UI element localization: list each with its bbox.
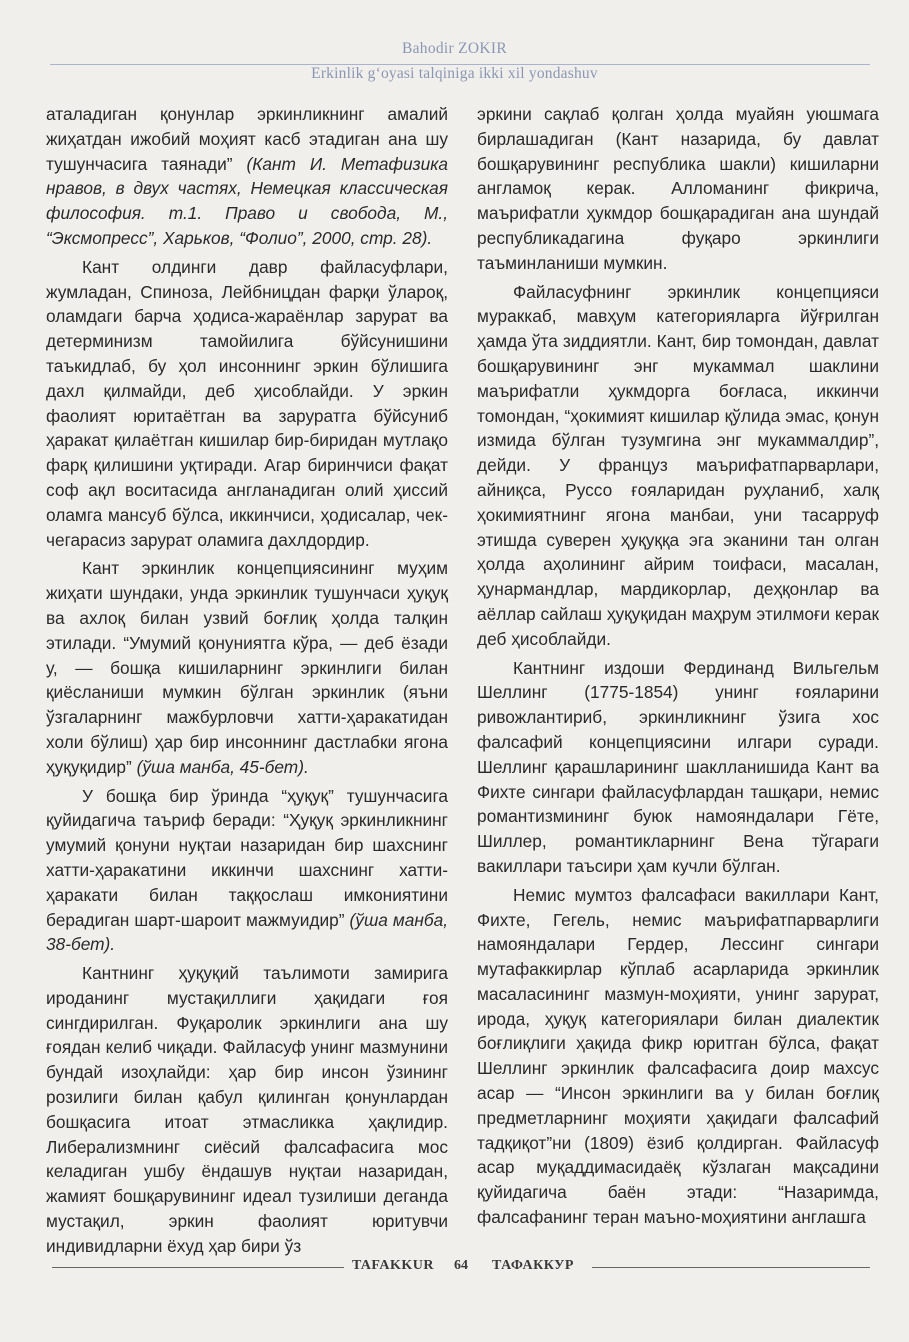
paragraph xyxy=(46,102,448,251)
paragraph: Немис мумтоз фалсафаси вакиллари Кант, Фихте, Гегель, немис маърифатпарварлиги намояндалари Гердер, Лессинг сингари мутафаккирлар кўплаб асарларида эркинлик масаласининг мазмун-моҳияти, унинг зарурат, ирода, ҳуқуқ категориялари билан диалектик боғлиқлиги ҳақида фикр юритган бўлса, фақат Шеллинг эркинлик фалсафасига доир махсус асар — “Инсон эркинлиги ва у билан боғлиқ предметларнинг моҳияти ҳақидаги фалсафий тадқиқот”ни (1809) ёзиб қолдирган. Файласуф асар муқаддимасидаёқ кўзлаган мақсадини қуйидагича баён этади: “Назаримда, фалсафанинг теран маъно-моҳиятини англашга xyxy=(477,884,879,1228)
page-footer xyxy=(0,1258,909,1278)
paragraph: Кантнинг ҳуқуқий таълимоти замирига ироданинг мустақиллиги ҳақидаги ғоя сингдирилган. Фуқаролик эркинлиги ана шу ғоядан келиб чиқади. Файласуф унинг мазмунини бундай изоҳлайди: ҳар бир инсон ўзининг розилиги билан қабул қилинган қонунлардан бошқасига итоат этмасликка ҳақлидир. Либерализмнинг сиёсий фалсафасига мос келадиган ушбу ёндашув нуқтаи назаридан, жамият бошқарувининг идеал тузилиши деганда мустақил, эркин фаолият юритувчи индивидларни ёхуд ҳар бири ўз xyxy=(46,963,448,1256)
page-number: 64 xyxy=(454,1258,468,1273)
header-divider xyxy=(50,64,870,65)
footer-journal-cyrillic: ТАФАККУР xyxy=(492,1258,574,1273)
citation: (ўша манба, 38-бет). xyxy=(46,909,448,955)
paragraph-text: Кант эркинлик концепциясининг муҳим жиҳати шундаки, унда эркинлик тушунчаси ҳуқуқ ва ахлоқ билан узвий боғлиқ ҳолда талқин этилади. “Умумий қонуниятга кўра, — деб ёзади у, — бошқа кишиларнинг эркинлиги билан қиёсланиши мумкин бўлган эркинлик (яъни ўзгаларнинг мажбурловчи хатти-ҳаракатидан холи бўлиш) ҳар бир инсоннинг дастлабки ягона ҳуқуқидир” xyxy=(46,558,448,777)
running-header xyxy=(0,40,909,83)
citation: (ўша манба, 45-бет). xyxy=(136,756,309,777)
paragraph: Кантнинг издоши Фердинанд Вильгельм Шеллинг (1775-1854) унинг ғояларини ривожлантириб, эркинликнинг ўзига хос фалсафий концепциясини илгари суради. Шеллинг қарашларининг шаклланишида Кант ва Фихте сингари файласуфлардан ташқари, немис романтизмининг буюк намояндалари Гёте, Шиллер, романтикларнинг Вена тўгараги вакиллари таъсири ҳам кучли бўлган. xyxy=(477,657,879,876)
paragraph xyxy=(46,784,448,958)
footer-journal-latin: TAFAKKUR xyxy=(352,1258,435,1273)
citation: (Кант И. Метафизика нравов, в двух частях, Немецкая классическая философия. т.1. Право и свобода, М., “Эксмопресс”, Харьков, “Фолио”, 2000, стр. 28). xyxy=(46,153,448,248)
footer-rule-right xyxy=(592,1267,870,1268)
paragraph-text: У бошқа бир ўринда “ҳуқуқ” тушунчасига қуйидагича таъриф беради: “Ҳуқуқ эркинликнинг умумий қонуни нуқтаи назаридан бир шахснинг хатти-ҳаракатини иккинчи шахснинг хатти-ҳаракати билан таққослаш имкониятини берадиган шарт-шароит мажмуидир” xyxy=(46,785,448,930)
paragraph: Кант олдинги давр файласуфлари, жумладан, Спиноза, Лейбницдан фарқи ўлароқ, оламдаги барча ҳодиса-жараёнлар зарурат ва детерминизм тамойилига бўйсунишини таъкидлаб, бу ҳол инсоннинг эркин бўлишига дахл қилмайди, деб ҳисоблайди. У эркин фаолият юритаётган ва заруратга бўйсуниб ҳаракат қилаётган кишилар бир-биридан мутлақо фарқ қилишини уқтиради. Агар биринчиси фақат соф ақл воситасида англанадиган олий ҳиссий оламга мансуб бўлса, иккинчиси, ҳодисалар, чек-чегарасиз зарурат оламига дахлдордир. xyxy=(46,256,448,550)
left-column xyxy=(46,102,448,1259)
header-article-title: Erkinlik g‘oyasi talqiniga ikki xil yondashuv xyxy=(311,65,598,82)
right-column xyxy=(477,102,879,1230)
paragraph xyxy=(46,556,448,779)
header-author: Bahodir ZOKIR xyxy=(401,40,508,57)
paragraph: Файласуфнинг эркинлик концепцияси мураккаб, мавҳум категорияларга йўғрилган ҳамда ўта зиддиятли. Кант, бир томондан, давлат бошқарувининг энг мукаммал шаклини маърифатли ҳукмдорга боғласа, иккинчи томондан, “ҳокимият кишилар қўлида эмас, қонун измида бўлган тузумгина энг мукаммалдир”, дейди. У француз маърифатпарварлари, айниқса, Руссо ғояларидан руҳланиб, халқ ҳокимиятнинг ягона манбаи, уни тасарруф этишда суверен ҳуқуққа эга эканини тан олган ҳолда аҳолининг айрим тоифаси, масалан, ҳунармандлар, мардикорлар, деҳқонлар ва аёллар сайлаш ҳуқуқидан маҳрум этилмоғи керак деб ҳисоблайди. xyxy=(477,281,879,649)
footer-rule-left xyxy=(52,1267,344,1268)
paragraph-text: аталадиган қонунлар эркинликнинг амалий жиҳатдан ижобий моҳият касб этадиган ана шу тушунчасига таянади” xyxy=(46,104,448,174)
paragraph: эркини сақлаб қолган ҳолда муайян уюшмага бирлашадиган (Кант назарида, бу давлат бошқарувининг республика шакли) кишиларни англамоқ керак. Алломанинг фикрича, маърифатли ҳукмдор бошқарадиган ана шундай республикадагина фуқаро эркинлиги таъминланиши мумкин. xyxy=(477,104,879,273)
